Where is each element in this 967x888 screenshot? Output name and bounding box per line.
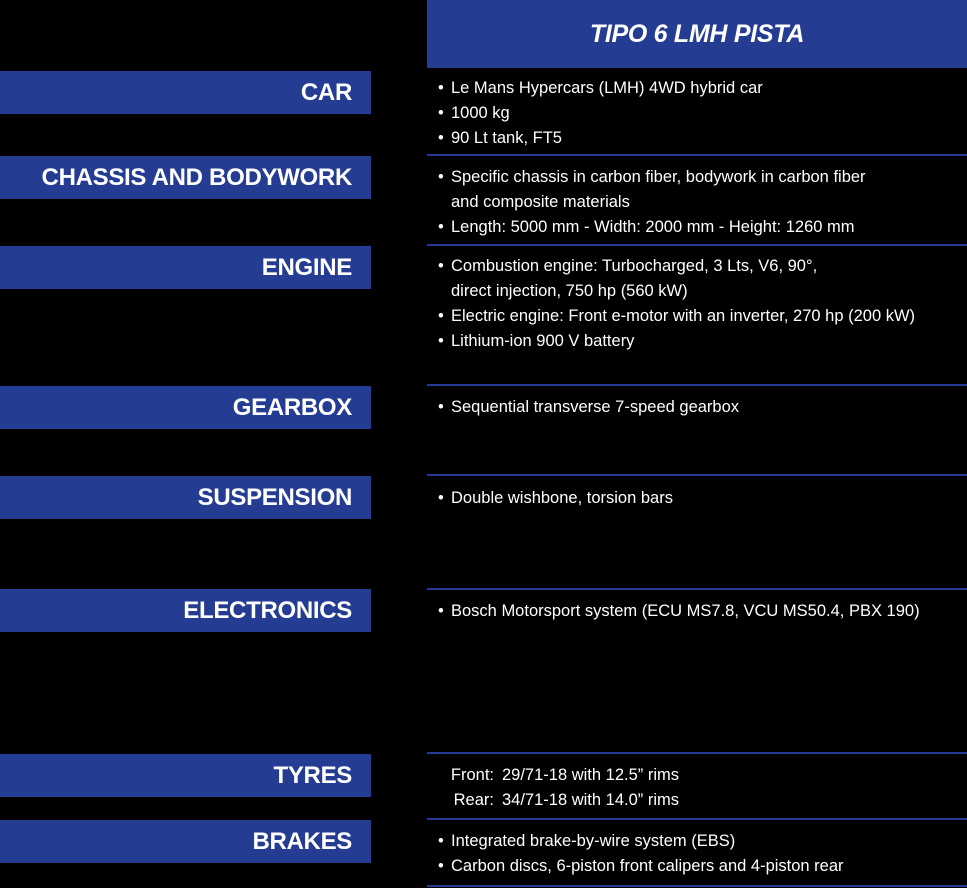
section-label-chassis-and-bodywork: CHASSIS AND BODYWORK: [0, 156, 371, 199]
section-specs-car: [438, 76, 959, 151]
section-specs-suspension: [438, 486, 959, 511]
spec-item: [438, 486, 959, 511]
spec-line: • Combustion engine: Turbocharged, 3 Lts, V6, 90°,: [451, 257, 818, 275]
tyre-position: Front:: [450, 766, 494, 784]
spec-item: [438, 126, 959, 151]
section-label-suspension: SUSPENSION: [0, 476, 371, 519]
spec-line: • Bosch Motorsport system (ECU MS7.8, VCU MS50.4, PBX 190): [451, 602, 920, 620]
spec-item: [438, 304, 959, 329]
tyre-spec: 29/71-18 with 12.5” rims: [502, 766, 679, 784]
spec-line: • Carbon discs, 6-piston front calipers and 4-piston rear: [451, 857, 844, 875]
tyre-row: [438, 763, 959, 788]
section-label-tyres: TYRES: [0, 754, 371, 797]
spec-line: and composite materials: [451, 193, 630, 211]
spec-line: • 1000 kg: [451, 104, 510, 122]
section-label-gearbox: GEARBOX: [0, 386, 371, 429]
spec-item: [438, 329, 959, 354]
spec-line: • Electric engine: Front e-motor with an inverter, 270 hp (200 kW): [451, 307, 916, 325]
spec-line: • Integrated brake-by-wire system (EBS): [451, 832, 736, 850]
row-divider: [427, 384, 967, 386]
section-specs-brakes: [438, 829, 959, 879]
section-label-electronics: ELECTRONICS: [0, 589, 371, 632]
spec-line: • 90 Lt tank, FT5: [451, 129, 562, 147]
spec-item: [438, 599, 959, 624]
spec-item: [438, 101, 959, 126]
row-divider: [427, 752, 967, 754]
model-title: TIPO 6 LMH PISTA: [589, 19, 805, 48]
spec-line: • Double wishbone, torsion bars: [451, 489, 673, 507]
tyre-spec: 34/71-18 with 14.0” rims: [502, 791, 679, 809]
spec-item: [438, 165, 959, 215]
spec-line: • Le Mans Hypercars (LMH) 4WD hybrid car: [451, 79, 763, 97]
section-specs-engine: [438, 254, 959, 354]
section-specs-electronics: [438, 599, 959, 624]
spec-item: [438, 254, 959, 304]
row-divider: [427, 244, 967, 246]
spec-table-header: [427, 0, 967, 68]
spec-line: • Sequential transverse 7-speed gearbox: [451, 398, 740, 416]
spec-line: • Lithium-ion 900 V battery: [451, 332, 635, 350]
section-label-engine: ENGINE: [0, 246, 371, 289]
row-divider: [427, 154, 967, 156]
section-label-car: CAR: [0, 71, 371, 114]
row-divider: [427, 818, 967, 820]
row-divider: [427, 885, 967, 887]
section-specs-gearbox: [438, 395, 959, 420]
spec-line: • Specific chassis in carbon fiber, bodywork in carbon fiber: [451, 168, 866, 186]
spec-item: [438, 854, 959, 879]
section-specs-chassis-and-bodywork: [438, 165, 959, 240]
spec-line: direct injection, 750 hp (560 kW): [451, 282, 688, 300]
row-divider: [427, 588, 967, 590]
spec-item: [438, 395, 959, 420]
section-specs-tyres: [438, 763, 959, 813]
row-divider: [427, 474, 967, 476]
spec-line: • Length: 5000 mm - Width: 2000 mm - Height: 1260 mm: [451, 218, 855, 236]
tyre-position: Rear:: [453, 791, 494, 809]
spec-item: [438, 215, 959, 240]
spec-item: [438, 76, 959, 101]
tyre-row: [438, 788, 959, 813]
section-label-brakes: BRAKES: [0, 820, 371, 863]
spec-item: [438, 829, 959, 854]
